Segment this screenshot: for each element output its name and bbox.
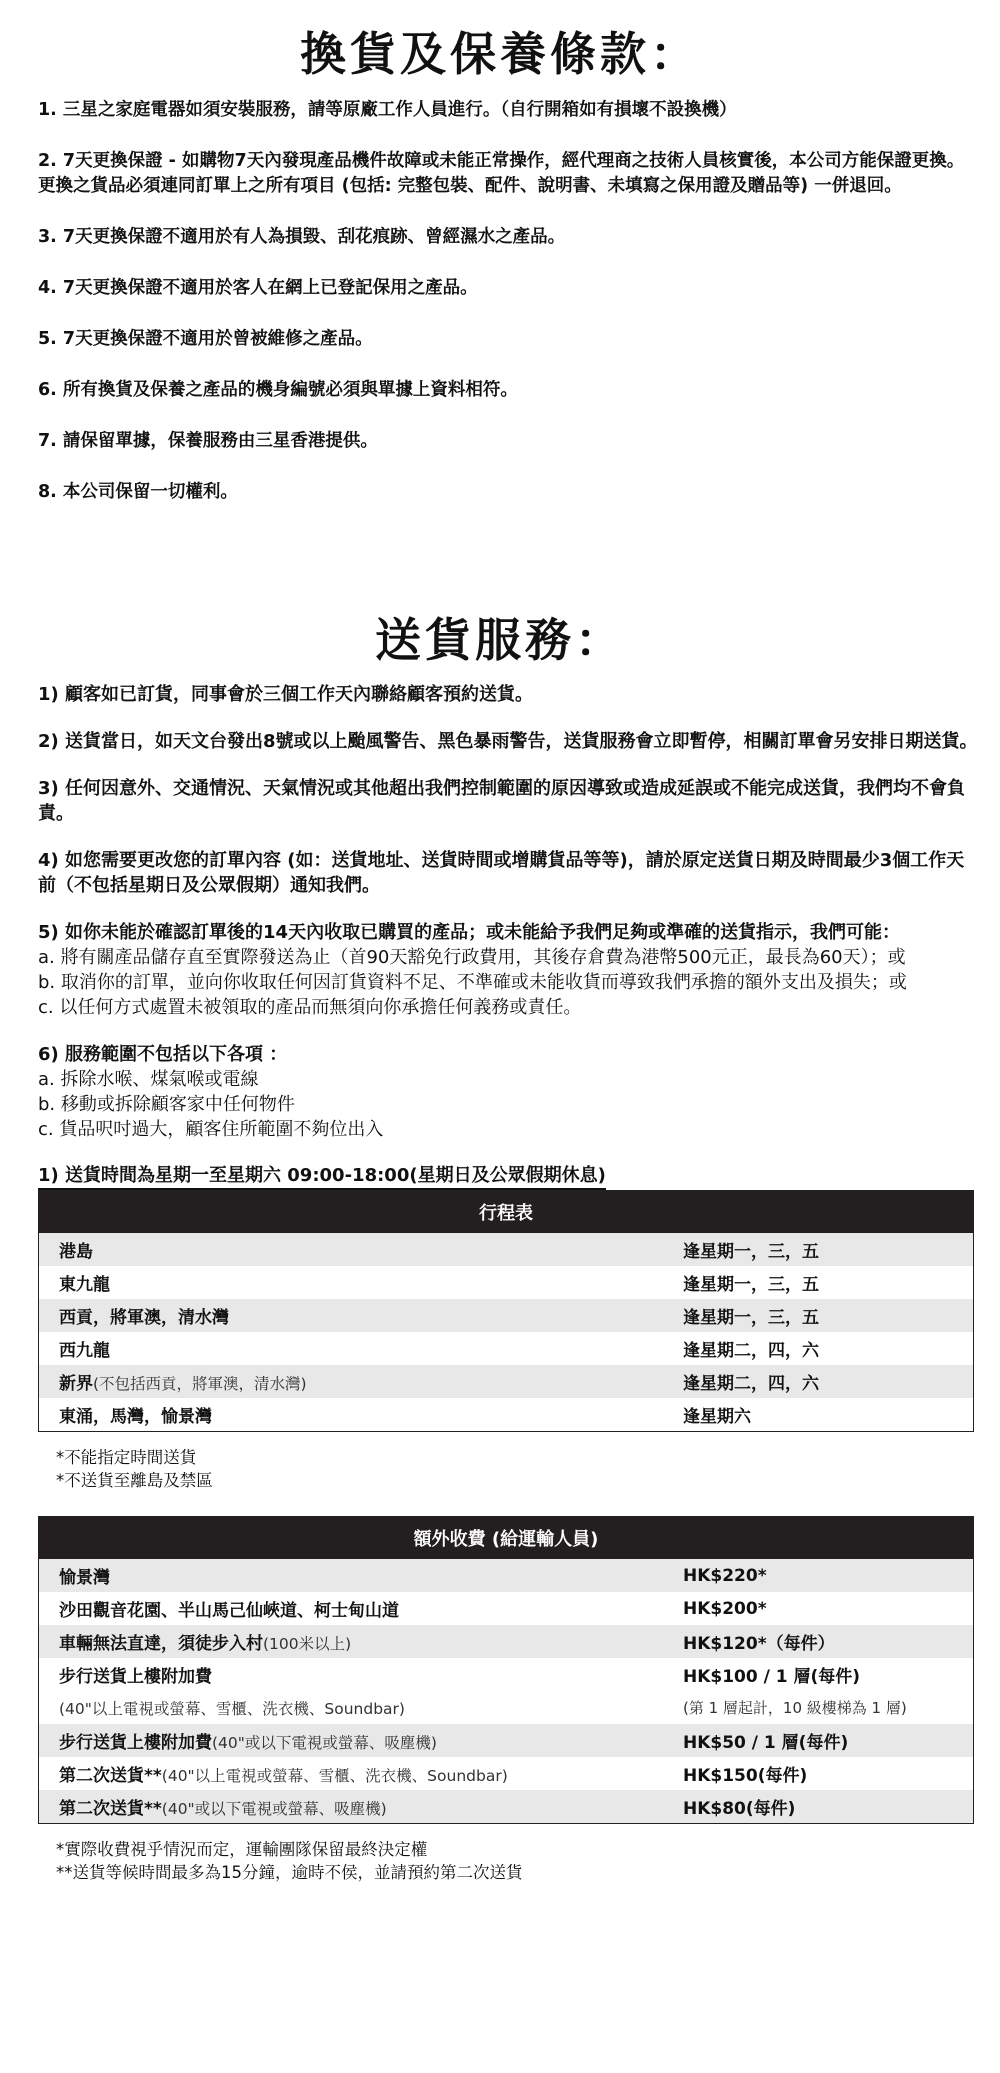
table-row [39,1559,974,1592]
table-row [39,1299,974,1332]
fee-price: HK$220* [663,1559,974,1592]
table-row [39,1365,974,1398]
table-row [39,1790,974,1824]
table-row [39,1658,974,1691]
table-row [39,1691,974,1724]
delivery-p6-a: a. 拆除水喉、煤氣喉或電線 [38,1069,259,1090]
delivery-p1: 1) 顧客如已訂貨，同事會於三個工作天內聯絡顧客預約送貨。 [38,684,534,705]
delivery-p5-head: 5) 如你未能於確認訂單後的14天內收取已購買的產品；或未能給予我們足夠或準確的送貨指示，我們可能： [38,922,901,943]
fee-item: 第二次送貨** [59,1799,162,1819]
fee-price: HK$50 / 1 層(每件) [663,1724,974,1757]
delivery-p5 [38,920,978,1020]
fee-item: 愉景灣 [59,1568,110,1588]
fee-notes [56,1838,978,1884]
fees-table [38,1516,974,1824]
delivery-p4: 4) 如您需要更改您的訂單內容 (如：送貨地址、送貨時間或增購貨品等等)，請於原定送貨日期及時間最少3個工作天前（不包括星期日及公眾假期）通知我們。 [38,850,965,896]
schedule-area: 東九龍 [59,1275,110,1295]
terms-list [38,98,968,531]
table-row [39,1332,974,1365]
terms-item: 2. 7天更換保證 - 如購物7天內發現產品機件故障或未能正常操作，經代理商之技術人員核實後，本公司方能保證更換。更換之貨品必須連同訂單上之所有項目 (包括: 完整包裝、配件、說明書、未填寫之保用證及贈品等) 一併退回。 [38,151,965,196]
table-row [39,1724,974,1757]
table-row [39,1757,974,1790]
table-row [39,1233,974,1266]
delivery-p6-c: c. 貨品呎吋過大，顧客住所範圍不夠位出入 [38,1119,384,1140]
terms-item: 3. 7天更換保證不適用於有人為損毀、刮花痕跡、曾經濕水之產品。 [38,227,566,247]
fee-price: HK$120*（每件） [663,1625,974,1658]
delivery-title: 送貨服務： [375,613,625,667]
schedule-days: 逢星期一，三，五 [663,1233,974,1266]
table-row [39,1592,974,1625]
schedule-header: 行程表 [39,1191,974,1234]
fee-price: HK$100 / 1 層(每件) [683,1667,861,1687]
terms-item: 1. 三星之家庭電器如須安裝服務，請等原廠工作人員進行。（自行開箱如有損壞不設換機） [38,100,737,120]
schedule-note: *不能指定時間送貨 [56,1448,197,1467]
terms-title: 換貨及保養條款： [300,27,700,81]
table-row [39,1266,974,1299]
schedule-area: 西九龍 [59,1341,110,1361]
schedule-area: 西貢，將軍澳，清水灣 [59,1308,229,1328]
delivery-section [38,682,978,1884]
schedule-days: 逢星期二，四，六 [683,1341,819,1361]
fee-price-note: (第 1 層起計，10 級樓梯為 1 層) [683,1699,907,1717]
delivery-p5-c: c. 以任何方式處置未被領取的產品而無須向你承擔任何義務或責任。 [38,997,582,1018]
terms-item: 7. 請保留單據，保養服務由三星香港提供。 [38,431,378,451]
fee-note: *實際收費視乎情況而定，運輸團隊保留最終決定權 [56,1840,428,1859]
schedule-area: 新界 [59,1374,93,1394]
schedule-days: 逢星期一，三，五 [683,1275,819,1295]
terms-item: 5. 7天更換保證不適用於曾被維修之產品。 [38,329,373,349]
schedule-area-note: (不包括西貢，將軍澳，清水灣) [93,1375,307,1393]
fee-price: HK$80(每件) [663,1790,974,1824]
fee-item: 第二次送貨** [59,1766,162,1786]
schedule-title: 1) 送貨時間為星期一至星期六 09:00-18:00(星期日及公眾假期休息) [38,1164,606,1190]
fee-item-note: (40"或以下電視或螢幕、吸塵機) [212,1734,437,1752]
delivery-p5-b: b. 取消你的訂單，並向你收取任何因訂貨資料不足、不準確或未能收貨而導致我們承擔的額外支出及損失；或 [38,972,907,993]
fee-item: 車輛無法直達，須徒步入村 [59,1634,263,1654]
fee-price: HK$150(每件) [683,1766,808,1786]
fee-item: 步行送貨上樓附加費 [59,1667,212,1687]
terms-item: 4. 7天更換保證不適用於客人在網上已登記保用之產品。 [38,278,478,298]
delivery-p5-a: a. 將有關產品儲存直至實際發送為止（首90天豁免行政費用，其後存倉費為港幣500元正，最長為60天）；或 [38,947,906,968]
schedule-table [38,1190,974,1432]
delivery-p3: 3) 任何因意外、交通情況、天氣情況或其他超出我們控制範圍的原因導致或造成延誤或不能完成送貨，我們均不會負責。 [38,778,966,824]
fee-item-note: (40"以上電視或螢幕、雪櫃、洗衣機、Soundbar) [161,1767,508,1785]
fee-note: **送貨等候時間最多為15分鐘，逾時不侯，並請預約第二次送貨 [56,1863,523,1882]
schedule-note: *不送貨至離島及禁區 [56,1471,213,1490]
delivery-p6-b: b. 移動或拆除顧客家中任何物件 [38,1094,295,1115]
fees-header: 額外收費 (給運輸人員) [39,1517,974,1560]
table-row [39,1398,974,1432]
terms-item: 8. 本公司保留一切權利。 [38,482,238,502]
delivery-p6-head: 6) 服務範圍不包括以下各項 ： [38,1044,288,1065]
terms-item: 6. 所有換貨及保養之產品的機身編號必須與單據上資料相符。 [38,380,518,400]
delivery-p2: 2) 送貨當日，如天文台發出8號或以上颱風警告、黑色暴雨警告，送貨服務會立即暫停，相關訂單會另安排日期送貨。 [38,731,978,752]
schedule-days: 逢星期六 [683,1407,751,1427]
schedule-days: 逢星期二，四，六 [663,1365,974,1398]
fee-item: 步行送貨上樓附加費 [59,1733,212,1753]
fee-item: 沙田觀音花園、半山馬己仙峽道、柯士甸山道 [59,1601,399,1621]
delivery-p6 [38,1042,978,1142]
fee-item-note: (40"或以下電視或螢幕、吸塵機) [161,1800,387,1818]
schedule-notes [56,1446,978,1492]
fee-item-note: (100米以上) [263,1635,352,1653]
table-row [39,1625,974,1658]
schedule-days: 逢星期一，三，五 [663,1299,974,1332]
fee-price: HK$200* [683,1598,767,1619]
schedule-area: 港島 [59,1242,93,1262]
fee-item-note: (40"以上電視或螢幕、雪櫃、洗衣機、Soundbar) [59,1699,405,1718]
schedule-area: 東涌，馬灣，愉景灣 [59,1407,212,1427]
